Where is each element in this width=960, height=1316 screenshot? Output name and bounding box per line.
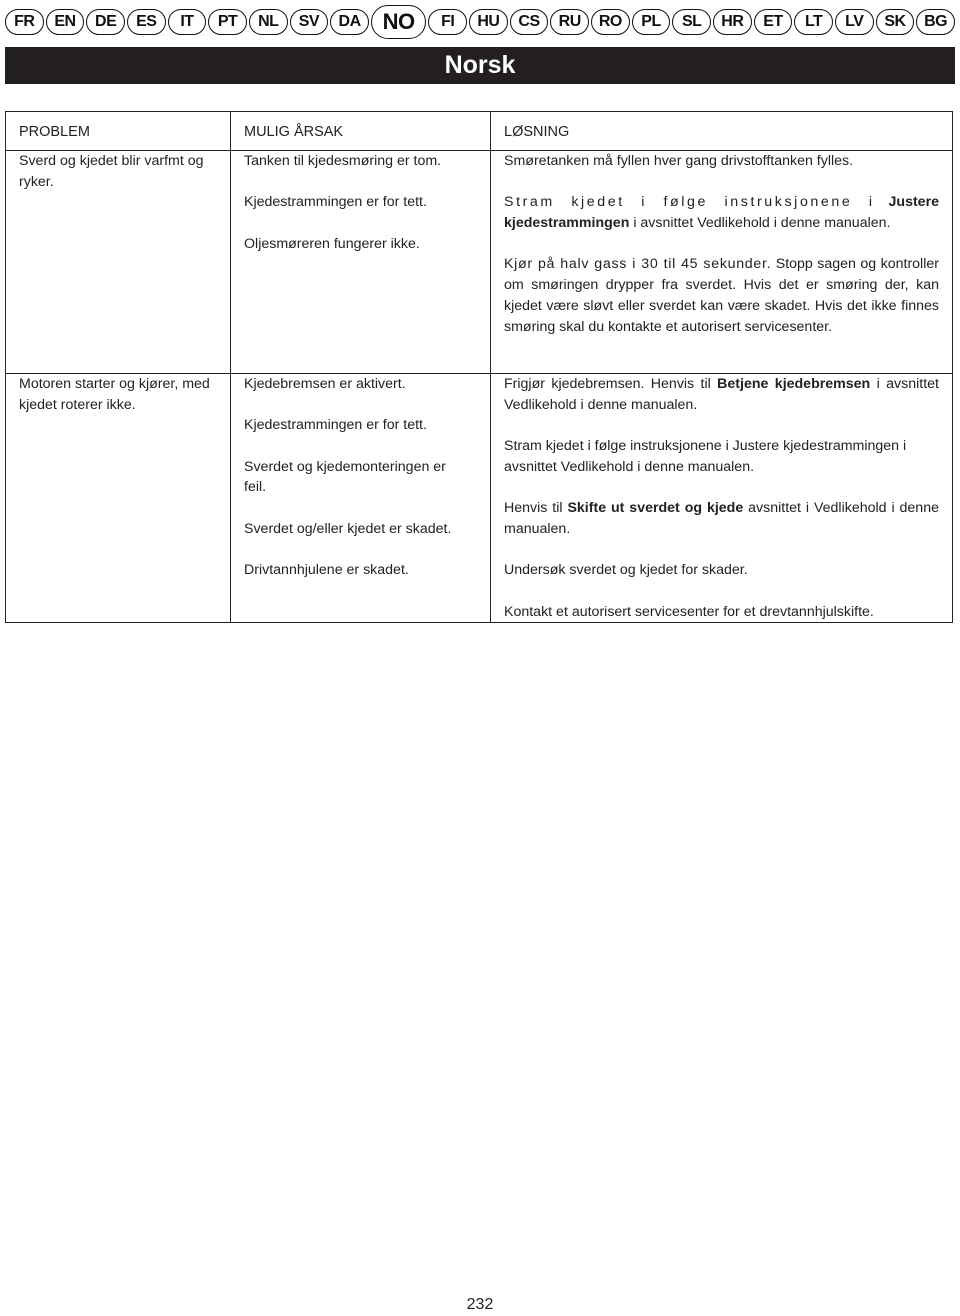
header-problem: PROBLEM <box>6 112 231 151</box>
cause-item: Kjedebremsen er aktivert. <box>244 376 406 392</box>
problem-text: Motoren starter og kjører, med kjedet roterer ikke. <box>19 376 210 413</box>
cause-item: Sverdet og kjedemonteringen er feil. <box>244 458 446 496</box>
lang-tab-pt[interactable]: PT <box>208 9 247 35</box>
cause-item: Sverdet og/eller kjedet er skadet. <box>244 520 452 537</box>
solution-reference: Justere kjedestrammingen <box>504 194 939 232</box>
header-cause: MULIG ÅRSAK <box>231 112 491 151</box>
lang-tab-nl[interactable]: NL <box>249 9 288 35</box>
lang-tab-et[interactable]: ET <box>754 9 793 35</box>
cause-cell <box>231 151 491 374</box>
cause-item: Oljesmøreren fungerer ikke. <box>244 235 420 252</box>
lang-tab-cs[interactable]: CS <box>510 9 549 35</box>
troubleshooting-table <box>5 111 953 623</box>
lang-tab-it[interactable]: IT <box>168 9 207 35</box>
solution-reference: Skifte ut sverdet og kjede <box>567 500 744 517</box>
solution-text: Hvis det er smøring der, kan kjedet være sløvt eller sverdet kan være skadet. <box>504 277 939 314</box>
solution-text: Hvis det ikke finnes smøring skal du kontakte et autorisert servicesenter. <box>504 297 939 335</box>
solution-item: Stram kjedet i følge instruksjonene i Justere kjedestrammingen i avsnittet Vedlikehold i denne manualen. <box>504 438 907 475</box>
problem-text: Sverd og kjedet blir varfmt og ryker. <box>19 153 204 190</box>
solution-text: avsnittet i Vedlikehold i denne manualen. <box>504 500 939 537</box>
solution-item: Kontakt et autorisert servicesenter for et drevtannhjulskifte. <box>504 603 874 620</box>
lang-tab-fi[interactable]: FI <box>428 9 467 35</box>
solution-item <box>504 254 939 337</box>
lang-tab-en[interactable]: EN <box>46 9 85 35</box>
solution-text: Stram kjedet i følge instruksjonene i <box>504 194 875 211</box>
solution-cell <box>491 151 953 374</box>
lang-tab-sv[interactable]: SV <box>290 9 329 35</box>
cause-item: Kjedestrammingen er for tett. <box>244 417 427 434</box>
problem-cell <box>6 374 231 623</box>
lang-tab-ru[interactable]: RU <box>550 9 589 35</box>
lang-tab-pl[interactable]: PL <box>632 9 671 35</box>
lang-tab-es[interactable]: ES <box>127 9 166 35</box>
page-number: 232 <box>466 1296 494 1313</box>
problem-cell <box>6 151 231 374</box>
lang-tab-hr[interactable]: HR <box>713 9 752 35</box>
lang-tab-hu[interactable]: HU <box>469 9 508 35</box>
solution-text: Stopp sagen og kontroller om smøringen drypper fra sverdet. <box>504 256 939 294</box>
lang-tab-fr[interactable]: FR <box>5 9 44 35</box>
cause-item: Tanken til kjedesmøring er tom. <box>244 153 442 169</box>
cause-item: Kjedestrammingen er for tett. <box>244 194 427 211</box>
section-title-bar <box>5 47 955 84</box>
section-title: Norsk <box>444 51 516 79</box>
lang-tab-sk[interactable]: SK <box>876 9 915 35</box>
solution-cell <box>491 374 953 623</box>
solution-item <box>504 374 939 416</box>
lang-tab-lt[interactable]: LT <box>794 9 833 35</box>
language-selector <box>5 8 955 36</box>
table-row <box>6 374 953 623</box>
lang-tab-no-active[interactable]: NO <box>371 5 427 39</box>
solution-item: Smøretanken må fyllen hver gang drivstofftanken fylles. <box>504 153 854 169</box>
lang-tab-lv[interactable]: LV <box>835 9 874 35</box>
solution-text: Henvis til <box>504 500 563 517</box>
lang-tab-de[interactable]: DE <box>86 9 125 35</box>
table-header-row <box>6 112 953 151</box>
lang-tab-da[interactable]: DA <box>330 9 369 35</box>
cause-item: Drivtannhjulene er skadet. <box>244 561 409 578</box>
solution-text: i avsnittet Vedlikehold i denne manualen. <box>633 215 891 232</box>
table-row <box>6 151 953 374</box>
lang-tab-bg[interactable]: BG <box>916 9 955 35</box>
solution-item: Undersøk sverdet og kjedet for skader. <box>504 562 748 579</box>
lang-tab-sl[interactable]: SL <box>672 9 711 35</box>
solution-text: i avsnittet Vedlikehold i denne manualen. <box>504 376 939 413</box>
solution-item <box>504 498 939 540</box>
header-solution: LØSNING <box>491 112 953 151</box>
solution-item <box>504 192 939 234</box>
solution-text: Frigjør kjedebremsen. Henvis til <box>504 376 711 392</box>
solution-reference: Betjene kjedebremsen <box>717 376 871 392</box>
cause-cell <box>231 374 491 623</box>
lang-tab-ro[interactable]: RO <box>591 9 630 35</box>
solution-text: Kjør på halv gass i 30 til 45 sekunder. <box>504 256 772 273</box>
